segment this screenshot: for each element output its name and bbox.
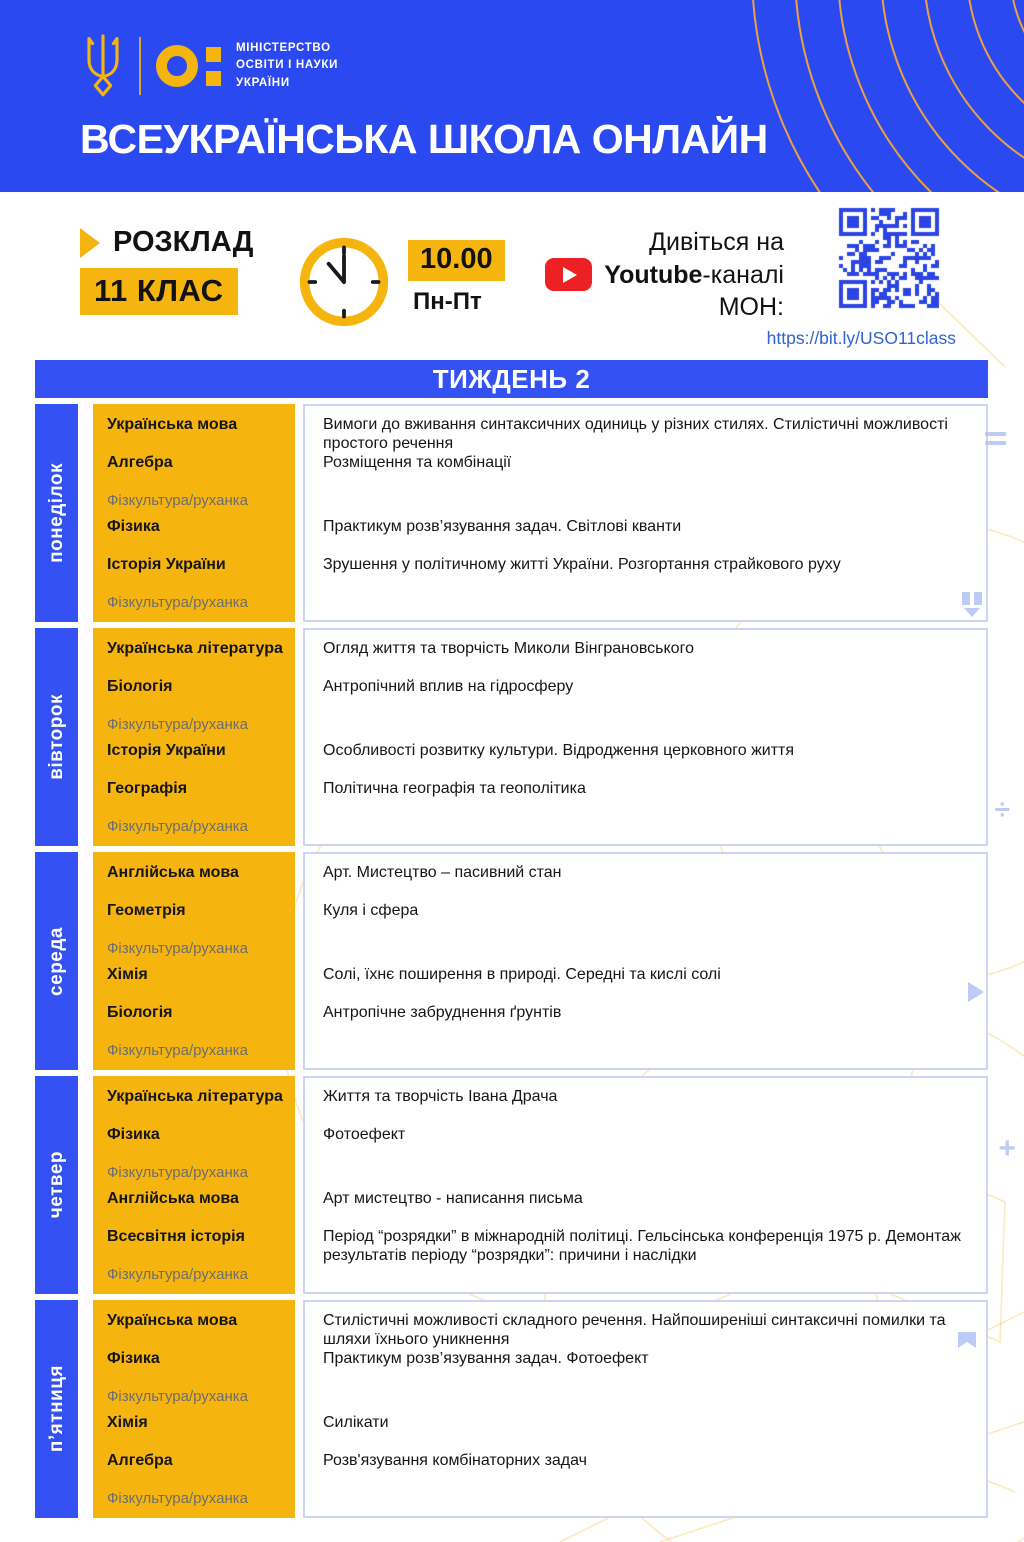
- subjects-column: [93, 404, 295, 622]
- pe-cell: Фізкультура/руханка: [107, 940, 248, 957]
- day-name: понеділок: [45, 463, 67, 563]
- pe-cell: Фізкультура/руханка: [107, 492, 248, 509]
- subject-cell: Хімія: [107, 1414, 148, 1431]
- pe-cell: Фізкультура/руханка: [107, 1164, 248, 1181]
- day-label: [35, 1076, 78, 1294]
- subject-cell: Англійська мова: [107, 1190, 239, 1207]
- subject-cell: Алгебра: [107, 1452, 173, 1469]
- subject-cell: Українська мова: [107, 1312, 238, 1329]
- subject-cell: Алгебра: [107, 454, 173, 471]
- day-section: [35, 1300, 988, 1518]
- schedule-block: [80, 226, 253, 315]
- topic-cell: Солі, їхнє поширення в природі. Середні та кислі солі: [323, 966, 721, 983]
- logo-divider: [139, 37, 141, 95]
- topic-cell: Фотоефект: [323, 1126, 406, 1143]
- days-container: [35, 404, 988, 1524]
- subject-cell: Геометрія: [107, 902, 186, 919]
- subject-cell: Українська мова: [107, 416, 238, 433]
- day-label: [35, 1300, 78, 1518]
- pause-down-icon: [962, 592, 982, 617]
- header: [0, 0, 1024, 192]
- header-arcs-decor: [694, 0, 1024, 192]
- subject-cell: Фізика: [107, 1126, 160, 1143]
- class-badge: 11 КЛАС: [80, 268, 238, 315]
- topic-cell: Вимоги до вживання синтаксичних одиниць у різних стилях. Стилістичні можливості простого речення: [323, 416, 948, 452]
- day-section: [35, 404, 988, 622]
- topic-cell: Період “розрядки” в міжнародній політиці. Гельсінська конференція 1975 р. Демонтаж результатів періоду “розрядки”: причини і наслідки: [323, 1228, 961, 1264]
- day-name: п’ятниця: [45, 1365, 67, 1453]
- topic-cell: Зрушення у політичному житті України. Розгортання страйкового руху: [323, 556, 841, 573]
- pe-cell: Фізкультура/руханка: [107, 1388, 248, 1405]
- plus-icon: +: [998, 1132, 1016, 1165]
- clock-icon: [296, 234, 392, 330]
- topic-cell: [323, 594, 972, 620]
- play-icon: [968, 982, 984, 1002]
- day-section: [35, 628, 988, 846]
- day-label: [35, 852, 78, 1070]
- topics-column: [303, 1076, 988, 1294]
- ministry-logo: [82, 34, 338, 98]
- arrow-right-icon: [80, 228, 100, 258]
- subject-cell: Англійська мова: [107, 864, 239, 881]
- topics-column: [303, 1300, 988, 1518]
- subject-cell: Історія України: [107, 556, 226, 573]
- day-label: [35, 628, 78, 846]
- topic-cell: Антропічне забруднення ґрунтів: [323, 1004, 562, 1021]
- week-title-bar: ТИЖДЕНЬ 2: [35, 360, 988, 398]
- topic-cell: Розв'язування комбінаторних задач: [323, 1452, 588, 1469]
- topic-cell: [323, 1388, 972, 1414]
- subject-cell: Українська література: [107, 640, 283, 657]
- topic-cell: [323, 1042, 972, 1068]
- pe-cell: Фізкультура/руханка: [107, 716, 248, 733]
- subject-cell: Географія: [107, 780, 188, 797]
- day-section: [35, 852, 988, 1070]
- qr-code: [838, 207, 940, 309]
- mon-logo-icon: [156, 45, 221, 87]
- subjects-column: [93, 1076, 295, 1294]
- subject-cell: Фізика: [107, 1350, 160, 1367]
- mon-ring-icon: [156, 45, 198, 87]
- topic-cell: [323, 818, 972, 844]
- topic-cell: [323, 1266, 972, 1292]
- subjects-column: [93, 628, 295, 846]
- day-name: середа: [45, 926, 67, 996]
- topic-cell: [323, 940, 972, 966]
- day-name: четвер: [45, 1151, 67, 1219]
- topic-cell: Життя та творчість Івана Драча: [323, 1088, 558, 1105]
- topic-cell: Практикум розв’язування задач. Світлові кванти: [323, 518, 682, 535]
- youtube-line2: Youtube-каналі: [604, 260, 784, 289]
- page-title: ВСЕУКРАЇНСЬКА ШКОЛА ОНЛАЙН: [80, 116, 768, 162]
- topic-cell: Політична географія та геополітика: [323, 780, 586, 797]
- topics-column: [303, 404, 988, 622]
- subject-cell: Біологія: [107, 1004, 173, 1021]
- subjects-column: [93, 1300, 295, 1518]
- topic-cell: [323, 492, 972, 518]
- topics-column: [303, 628, 988, 846]
- trident-icon: [82, 34, 124, 98]
- day-label: [35, 404, 78, 622]
- pe-cell: Фізкультура/руханка: [107, 818, 248, 835]
- pe-cell: Фізкультура/руханка: [107, 594, 248, 611]
- equals-icon: [985, 432, 1006, 450]
- topic-cell: Антропічний вплив на гідросферу: [323, 678, 574, 695]
- ministry-name: МІНІСТЕРСТВО ОСВІТИ І НАУКИ УКРАЇНИ: [236, 42, 339, 89]
- youtube-block: [454, 226, 784, 323]
- subjects-column: [93, 852, 295, 1070]
- subject-cell: Українська література: [107, 1088, 283, 1105]
- youtube-line3: МОН:: [718, 293, 784, 321]
- divide-icon: ÷: [994, 794, 1010, 825]
- youtube-play-icon: [545, 258, 592, 291]
- topic-cell: Арт. Мистецтво – пасивний стан: [323, 864, 562, 881]
- topic-cell: Куля і сфера: [323, 902, 419, 919]
- topic-cell: Арт мистецтво - написання письма: [323, 1190, 583, 1207]
- subject-cell: Фізика: [107, 518, 160, 535]
- topic-cell: [323, 716, 972, 742]
- youtube-link[interactable]: https://bit.ly/USO11class: [766, 328, 956, 348]
- topic-cell: [323, 1164, 972, 1190]
- topic-cell: Особливості розвитку культури. Відродження церковного життя: [323, 742, 795, 759]
- days-range: Пн-Пт: [413, 288, 482, 315]
- youtube-line1: Дивіться на: [649, 228, 784, 256]
- day-name: вівторок: [45, 694, 67, 780]
- topic-cell: [323, 1490, 972, 1516]
- day-section: [35, 1076, 988, 1294]
- topic-cell: Практикум розв’язування задач. Фотоефект: [323, 1350, 649, 1367]
- pe-cell: Фізкультура/руханка: [107, 1042, 248, 1059]
- subject-cell: Історія України: [107, 742, 226, 759]
- subject-cell: Всесвітня історія: [107, 1228, 245, 1245]
- topic-cell: Огляд життя та творчість Миколи Вінграновського: [323, 640, 694, 657]
- mon-colon-icon: [206, 47, 221, 86]
- schedule-label: РОЗКЛАД: [113, 226, 254, 258]
- pe-cell: Фізкультура/руханка: [107, 1266, 248, 1283]
- topic-cell: Стилістичні можливості складного речення. Найпоширеніші синтаксичні помилки та шляхи їхнього уникнення: [323, 1312, 946, 1348]
- topics-column: [303, 852, 988, 1070]
- pe-cell: Фізкультура/руханка: [107, 1490, 248, 1507]
- topic-cell: Розміщення та комбінації: [323, 454, 512, 471]
- subject-cell: Біологія: [107, 678, 173, 695]
- topic-cell: Силікати: [323, 1414, 389, 1431]
- time-badge: 10.00: [408, 240, 505, 281]
- subject-cell: Хімія: [107, 966, 148, 983]
